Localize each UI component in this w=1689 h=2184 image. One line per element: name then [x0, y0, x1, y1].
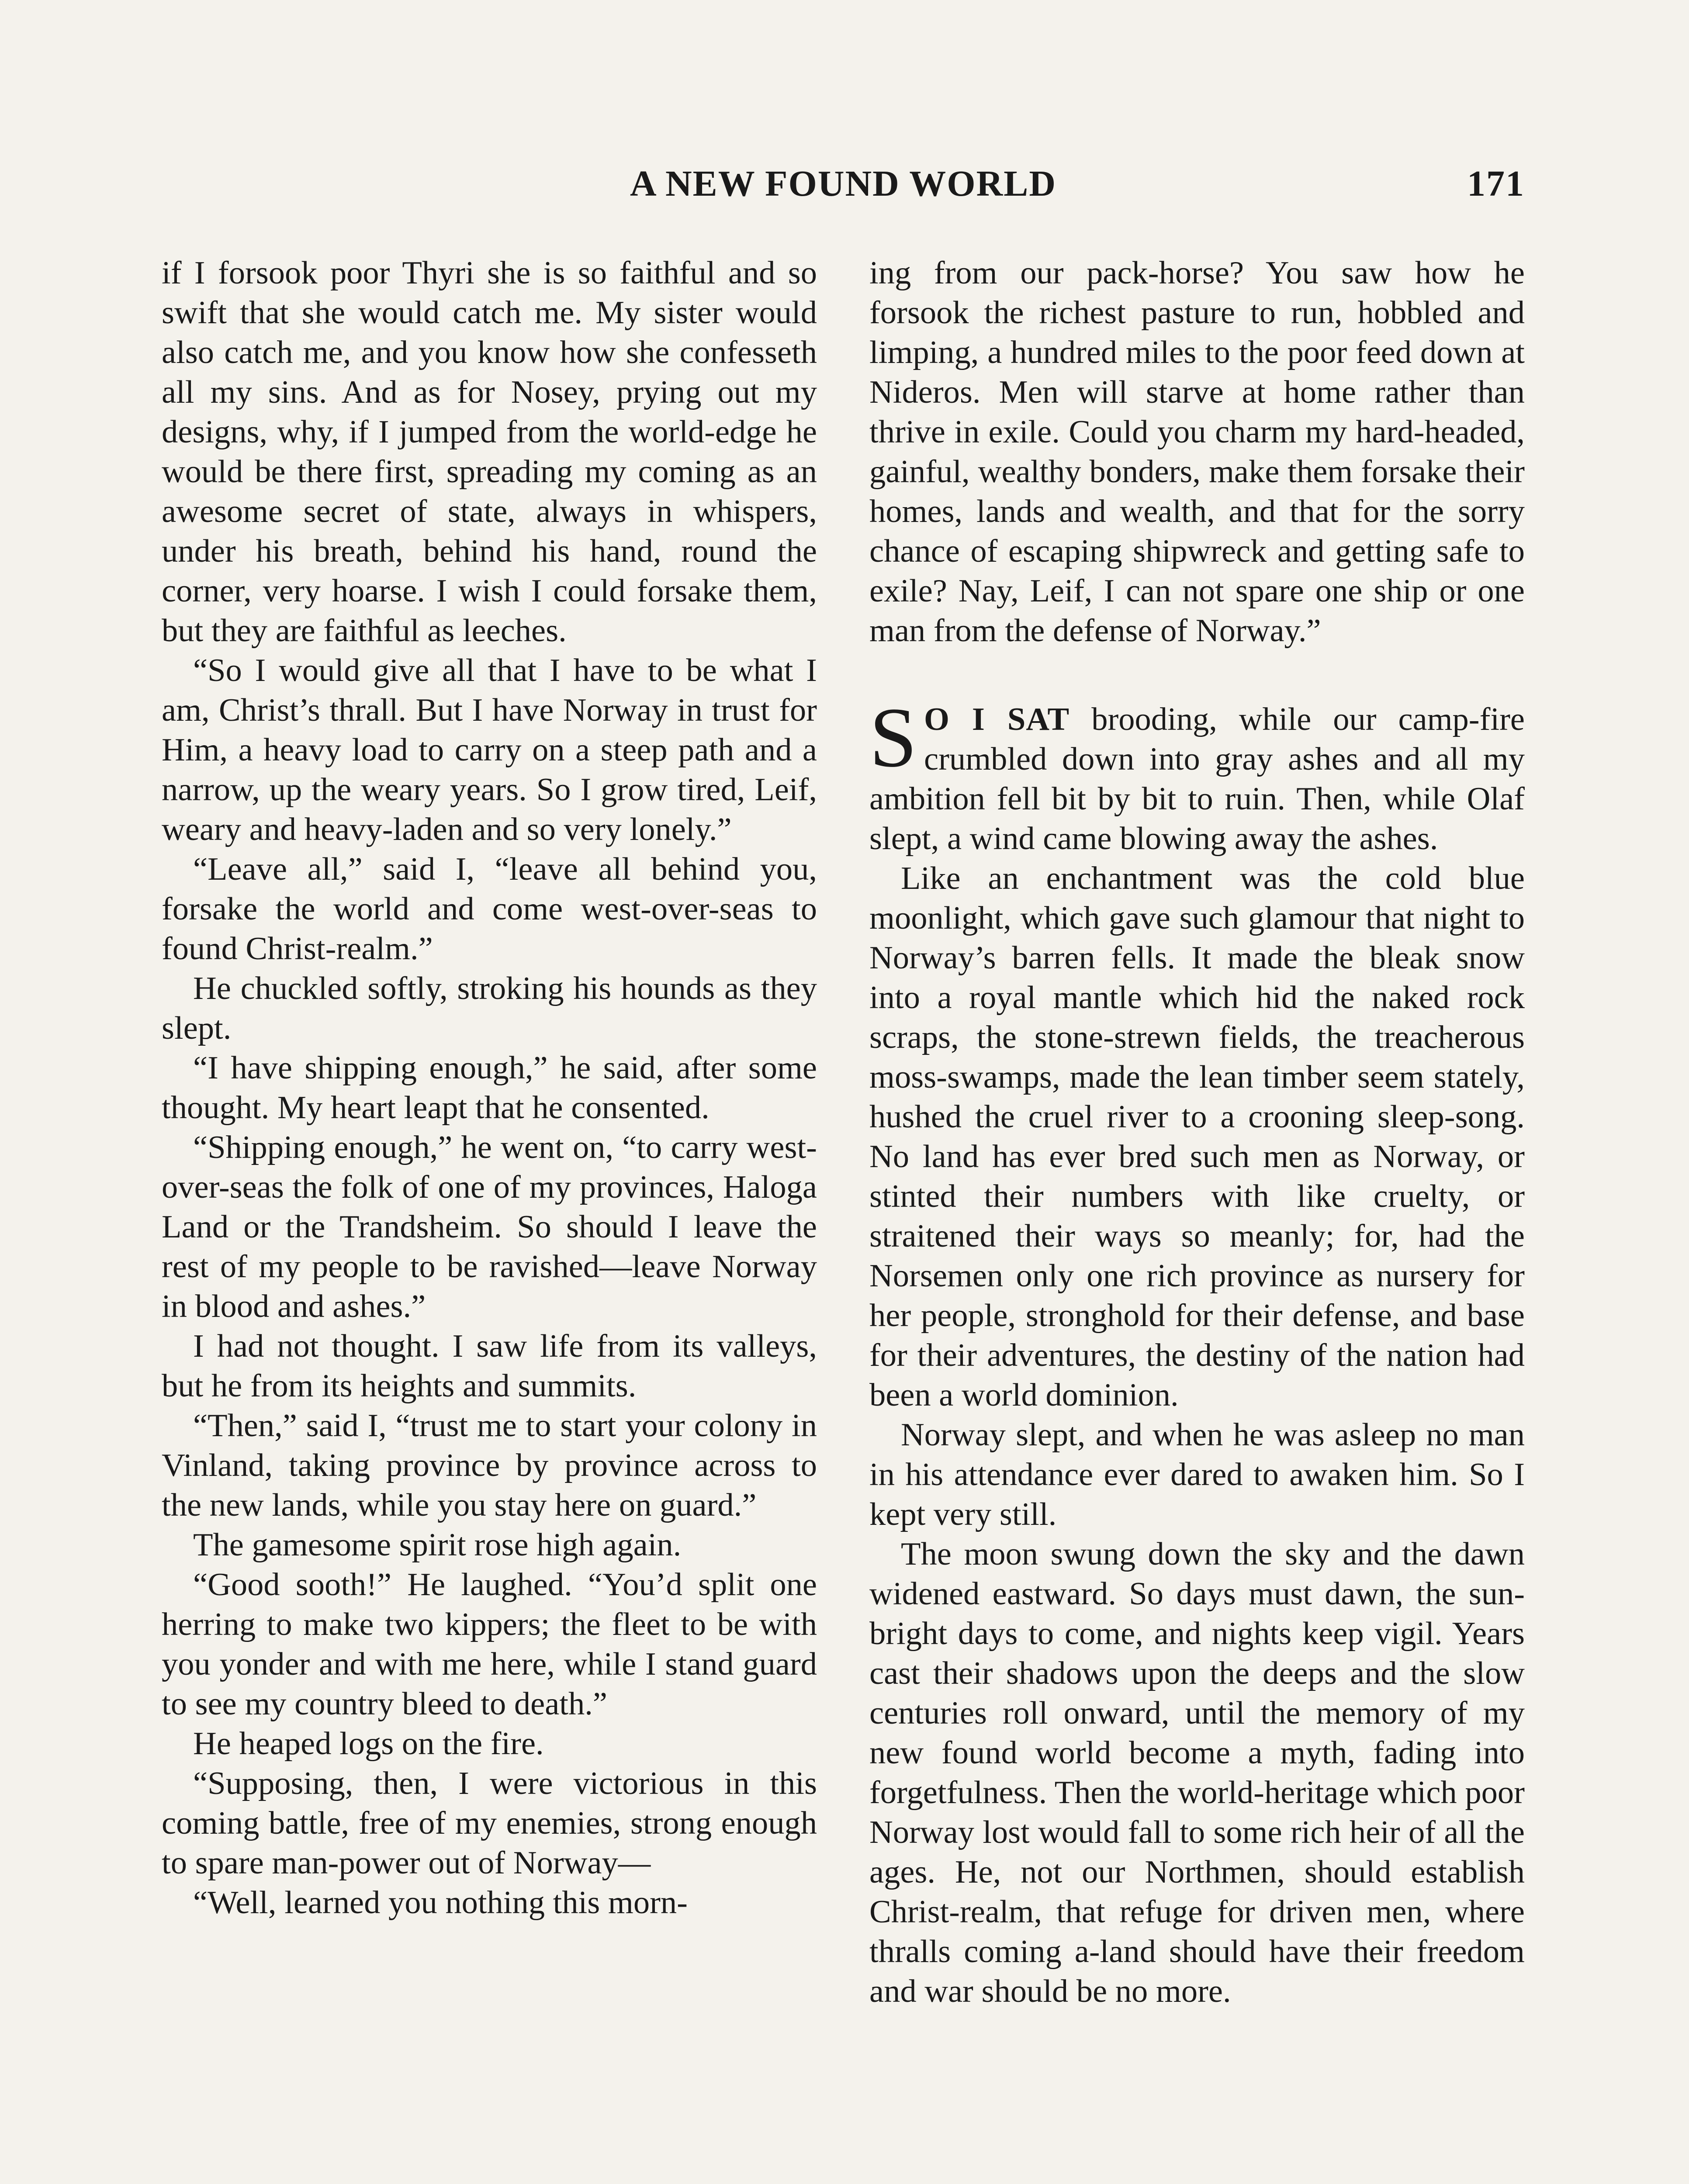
paragraph: He chuckled softly, stroking his hounds as they slept.	[162, 971, 817, 1046]
paragraph: He heaped logs on the fire.	[193, 1726, 544, 1762]
running-title: A NEW FOUND WORLD	[630, 163, 1056, 204]
right-column	[869, 253, 1525, 2011]
paragraph: “So I would give all that I have to be what I am, Christ’s thrall. But I have Norway in trust for Him, a heavy load to carry on a steep path and a narrow, up the weary years. So I grow tired, Leif, weary and heavy-laden and so very lonely.”	[162, 653, 817, 847]
paragraph: ing from our pack-horse? You saw how he forsook the richest pasture to run, hobbled and limping, a hundred miles to the poor feed down at Nideros. Men will starve at home rather than thrive in exile. Could you charm my hard-headed, gainful, wealthy bonders, make them forsake their homes, lands and wealth, and that for the sorry chance of escaping shipwreck and getting safe to exile? Nay, Leif, I can not spare one ship or one man from the defense of Norway.”	[869, 255, 1525, 649]
paragraph: Like an enchantment was the cold blue moonlight, which gave such glamour that night to Norway’s barren fells. It made the bleak snow into a royal mantle which hid the naked rock scraps, the stone-strewn fields, the treacherous moss-swamps, made the lean timber seem stately, hushed the cruel river to a crooning sleep-song. No land has ever bred such men as Norway, or stinted their numbers with like cruelty, or straitened their ways so meanly; for, had the Norsemen only one rich province as nursery for her people, stronghold for their defense, and base for their adventures, the destiny of the nation had been a world dominion.	[869, 860, 1525, 1413]
paragraph: “Well, learned you nothing this morn-	[193, 1885, 688, 1921]
paragraph: “Good sooth!” He laughed. “You’d split one herring to make two kippers; the fleet to be with you yonder and with me here, while I stand guard to see my country bleed to death.”	[162, 1567, 817, 1722]
paragraph: “Supposing, then, I were victorious in this coming battle, free of my enemies, strong enough to spare man-power out of Norway—	[162, 1766, 817, 1881]
page-number: 171	[1467, 163, 1525, 204]
paragraph: Norway slept, and when he was asleep no man in his attendance ever dared to awaken him. So I kept very still.	[869, 1417, 1525, 1532]
small-caps-lead: O I SAT	[924, 702, 1070, 737]
paragraph-text: brooding, while our camp-fire crumbled down into gray ashes and all my ambition fell bit by bit to ruin. Then, while Olaf slept, a wind came blowing away the ashes.	[869, 702, 1525, 857]
paragraph: The gamesome spirit rose high again.	[193, 1527, 682, 1563]
paragraph: I had not thought. I saw life from its valleys, but he from its heights and summits.	[162, 1328, 817, 1404]
left-column	[162, 253, 817, 1923]
paragraph: The moon swung down the sky and the dawn widened eastward. So days must dawn, the sun-bright days to come, and nights keep vigil. Years cast their shadows upon the deeps and the slow centuries roll onward, until the memory of my new found world become a myth, fading into forgetfulness. Then the world-heritage which poor Norway lost would fall to some rich heir of all the ages. He, not our Northmen, should establish Christ-realm, that refuge for driven men, where thralls coming a-land should have their freedom and war should be no more.	[869, 1536, 1525, 2009]
section-opening-paragraph	[869, 690, 1525, 859]
paragraph: “I have shipping enough,” he said, after some thought. My heart leapt that he consented.	[162, 1050, 817, 1126]
paragraph: “Leave all,” said I, “leave all behind you, forsake the world and come west-over-seas to found Christ-realm.”	[162, 851, 817, 967]
paragraph: “Shipping enough,” he went on, “to carry west-over-seas the folk of one of my provinces, Haloga Land or the Trandsheim. So should I leave the rest of my people to be ravished—leave Norway in blood and ashes.”	[162, 1130, 817, 1324]
drop-cap: S	[869, 690, 917, 785]
running-head	[162, 162, 1525, 215]
paragraph: if I forsook poor Thyri she is so faithful and so swift that she would catch me. My sister would also catch me, and you know how she confesseth all my sins. And as for Nosey, prying out my designs, why, if I jumped from the world-edge he would be there first, spreading my coming as an awesome secret of state, always in whispers, under his breath, behind his hand, round the corner, very hoarse. I wish I could forsake them, but they are faithful as leeches.	[162, 255, 817, 649]
paragraph: “Then,” said I, “trust me to start your colony in Vinland, taking province by province across to the new lands, while you stay here on guard.”	[162, 1408, 817, 1523]
